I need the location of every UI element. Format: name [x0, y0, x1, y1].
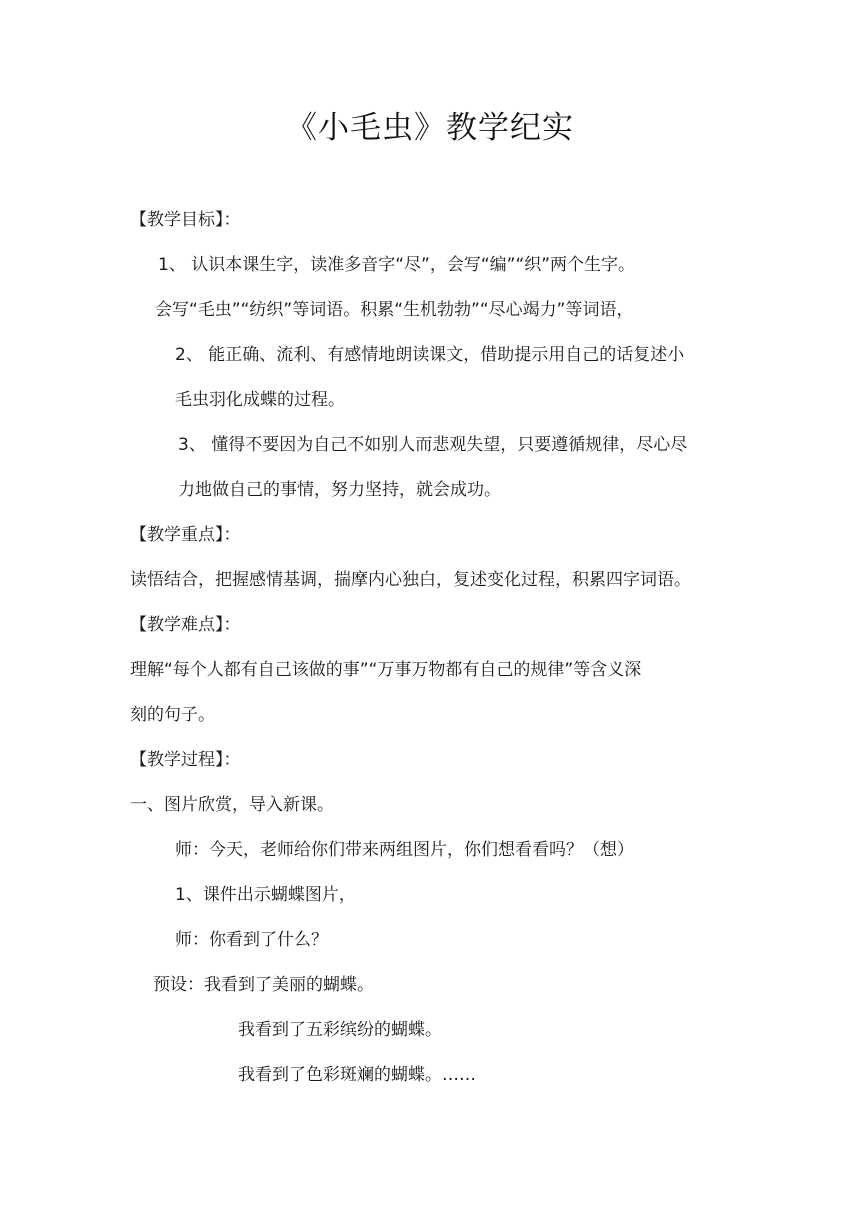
objective-1-line-1: 1、 认识本课生字，读准多音字“尽”，会写“编”“织”两个生字。	[158, 255, 636, 275]
objective-2-line-1: 2、 能正确、流利、有感情地朗读课文，借助提示用自己的话复述小	[175, 345, 685, 365]
document-title: 《小毛虫》教学纪实	[286, 110, 574, 146]
heading-teaching-objectives: 【教学目标】：	[130, 210, 241, 230]
expected-answer-line-2: 我看到了五彩缤纷的蝴蝶。	[238, 1020, 442, 1040]
courseware-line: 1、课件出示蝴蝶图片，	[175, 885, 356, 905]
teaching-focus-text: 读悟结合，把握感情基调，揣摩内心独白，复述变化过程，积累四字词语。	[130, 570, 691, 590]
objective-2-line-2: 毛虫羽化成蝶的过程。	[175, 390, 345, 410]
process-step-1-heading: 一、图片欣赏，导入新课。	[130, 795, 334, 815]
expected-answer-line-1: 预设：我看到了美丽的蝴蝶。	[153, 975, 374, 995]
objective-3-line-2: 力地做自己的事情，努力坚持，就会成功。	[178, 480, 501, 500]
teaching-difficulty-line-1: 理解“每个人都有自己该做的事”“万事万物都有自己的规律”等含义深	[130, 660, 642, 680]
heading-teaching-difficulty: 【教学难点】：	[130, 615, 241, 635]
teacher-question-line: 师：你看到了什么？	[175, 930, 328, 950]
heading-teaching-focus: 【教学重点】：	[130, 525, 241, 545]
teacher-line-1: 师：今天，老师给你们带来两组图片，你们想看看吗？（想）	[175, 840, 634, 860]
objective-1-line-2: 会写“毛虫”“纺织”等词语。积累“生机勃勃”“尽心竭力”等词语，	[155, 300, 634, 320]
objective-3-line-1: 3、 懂得不要因为自己不如别人而悲观失望，只要遵循规律，尽心尽	[178, 435, 688, 455]
expected-answer-line-3: 我看到了色彩斑斓的蝴蝶。……	[238, 1065, 476, 1085]
teaching-difficulty-line-2: 刻的句子。	[130, 705, 215, 725]
heading-teaching-process: 【教学过程】：	[130, 750, 241, 770]
